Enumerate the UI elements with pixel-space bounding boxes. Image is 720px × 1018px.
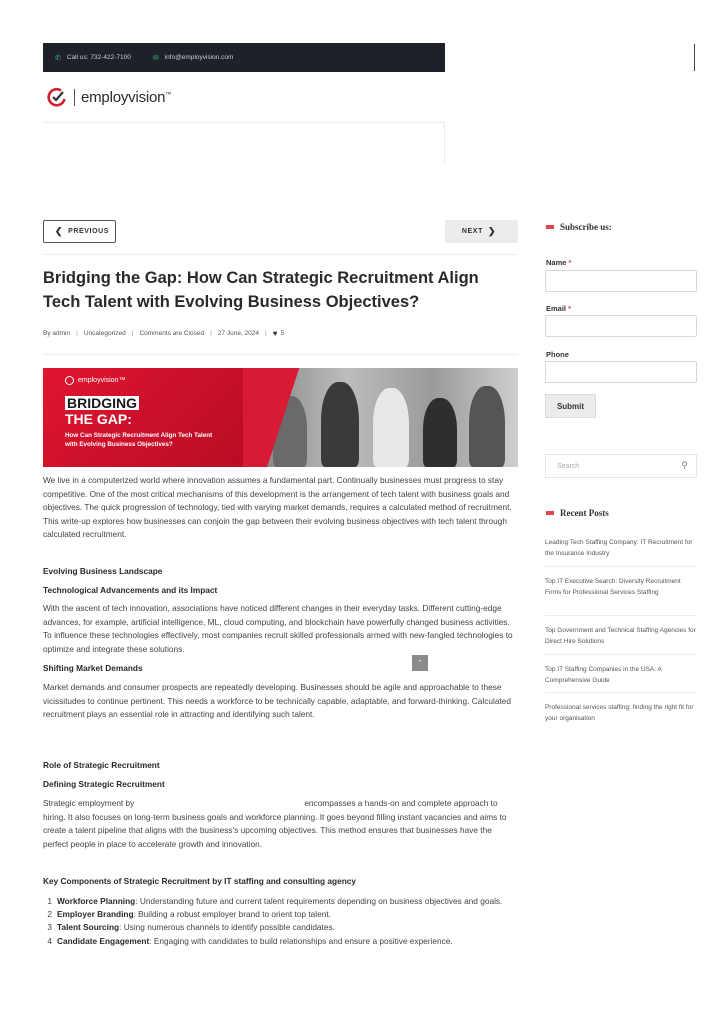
- recent-post-link[interactable]: Leading Tech Staffing Company: IT Recruitment for the Insurance Industry: [545, 539, 693, 557]
- define-text-c: approach to hiring. It also focuses on long-term business goals and workforce planning. It goes beyond filling instant vacancies and aims to create a talent pipeline that aligns with the business's upcoming objectives. This method ensures that businesses have the perfect people in place to accelerate growth and innovation.: [43, 798, 507, 849]
- recent-post-link[interactable]: Top IT Staffing Companies in the USA: A Comprehensive Guide: [545, 666, 662, 684]
- email-text: info@employvision.com: [164, 54, 234, 61]
- email-field[interactable]: [545, 315, 697, 337]
- list-item: 1 Workforce Planning: Understanding future and current talent requirements depending on business objectives and goals.: [47, 896, 503, 906]
- heart-icon[interactable]: ♥: [272, 329, 278, 338]
- post-title: Bridging the Gap: How Can Strategic Recruitment Align Tech Talent with Evolving Business Objectives?: [43, 269, 479, 311]
- divider: [545, 692, 697, 693]
- define-text-b: encompasses a hands-on and complete: [304, 798, 452, 808]
- featured-image: [43, 368, 518, 467]
- list-item: 4 Candidate Engagement: Engaging with candidates to build relationships and ensure a positive experience.: [47, 935, 453, 946]
- meta-likes: 5: [280, 330, 285, 337]
- heading-accent-bar: [546, 225, 554, 229]
- search-input[interactable]: [545, 454, 697, 478]
- post-meta: [43, 329, 284, 338]
- define-text-a: Strategic employment by: [43, 798, 135, 808]
- subsection-heading: Defining Strategic Recruitment: [43, 779, 165, 789]
- section-heading: Role of Strategic Recruitment: [43, 760, 160, 770]
- scroll-to-top-button[interactable]: [412, 655, 428, 671]
- meta-separator: |: [265, 330, 267, 337]
- divider: [545, 615, 697, 616]
- submit-button[interactable]: Submit: [545, 394, 596, 418]
- site-logo[interactable]: [46, 86, 171, 108]
- header-rule: [43, 122, 445, 123]
- market-paragraph: Market demands and consumer prospects are repeatedly developing. Businesses should be agile and approachable to these vicissitudes to continue pertinent. This needs a workforce to be technically capable, adaptable, and forward-thinking. Calculated recruitment plays an essential role in attracting and identifying such talent.: [43, 682, 511, 719]
- subsection-heading: Technological Advancements and its Impact: [43, 585, 218, 595]
- meta-separator: |: [131, 330, 134, 337]
- subscribe-heading: Subscribe us:: [546, 222, 612, 232]
- divider: [43, 354, 518, 355]
- define-paragraph: [43, 797, 518, 851]
- previous-post-button[interactable]: [43, 220, 116, 243]
- header-rule-vertical: [444, 123, 445, 165]
- next-label: NEXT: [461, 228, 483, 235]
- search-placeholder: Search: [557, 462, 580, 470]
- phone-field[interactable]: [545, 361, 697, 383]
- logo-mark-icon: [46, 86, 68, 108]
- banner-logo: [65, 376, 125, 385]
- previous-label: PREVIOUS: [68, 228, 110, 235]
- phone-contact[interactable]: [55, 54, 131, 62]
- chevron-left-icon: ❮: [54, 226, 64, 236]
- name-field[interactable]: [545, 270, 697, 292]
- section-heading: Evolving Business Landscape: [43, 566, 163, 576]
- meta-comments: Comments are Closed: [139, 330, 205, 337]
- next-post-button[interactable]: [445, 220, 518, 243]
- recent-post-link[interactable]: Top IT Executive Search: Diversity Recruitment Firms for Professional Services Staffing: [545, 578, 681, 596]
- phone-icon: ✆: [55, 54, 61, 62]
- divider: [545, 654, 697, 655]
- logo-text: employvision™: [74, 89, 171, 106]
- banner-subtitle: How Can Strategic Recruitment Align Tech Talent with Evolving Business Objectives?: [65, 432, 213, 448]
- chevron-right-icon: ❯: [487, 226, 497, 236]
- name-label: Name *: [546, 258, 572, 267]
- tech-paragraph: With the ascent of tech innovation, associations have noticed different changes in their everyday tasks. Different cutting-edge advances, for example, artificial intelligence, ML, cloud computing, and blockchain have powerfully changed business activities. To influence these technologies effectively, most companies recruit skilled professionals armed with new-fangled technologies to optimize and integrate these solutions.: [43, 603, 513, 654]
- divider: [545, 566, 697, 567]
- meta-separator: |: [210, 330, 212, 337]
- phone-label: Phone: [546, 350, 569, 359]
- top-contact-bar: [43, 43, 445, 72]
- banner-headline-2: THE GAP:: [65, 411, 132, 427]
- search-icon[interactable]: ⚲: [681, 460, 688, 470]
- banner-logo-icon: [65, 376, 74, 385]
- banner-logo-text: employvision™: [78, 377, 126, 384]
- components-list: [43, 895, 523, 948]
- phone-text: Call us: 732-422-7100: [66, 54, 131, 61]
- email-contact[interactable]: [153, 54, 234, 62]
- intro-paragraph: We live in a computerized world where innovation assumes a fundamental part. Continually businesses must progress to stay competitive. One of the most critical mechanisms of this development is the arrangement of tech talent with business goals and objectives. The quick progression of technology, tied with varying market demands, requires a calculated method of recruitment. This write-up explores how businesses can conjoin the gap between their evolving business objectives with tech talent through calculated recruitment.: [43, 475, 512, 539]
- section-heading: Key Components of Strategic Recruitment by IT staffing and consulting agency: [43, 876, 357, 886]
- subsection-heading: Shifting Market Demands: [43, 663, 143, 673]
- meta-category[interactable]: Uncategorized: [83, 330, 126, 337]
- envelope-icon: ✉: [152, 54, 159, 62]
- header-divider: [694, 44, 695, 71]
- list-item: 3 Talent Sourcing: Using numerous channels to identify possible candidates.: [47, 922, 335, 933]
- chevron-up-icon: ⌃: [417, 660, 423, 667]
- email-label: Email *: [546, 304, 572, 313]
- meta-date: 27 June, 2024: [217, 330, 260, 337]
- meta-separator: |: [76, 330, 78, 337]
- recent-post-link[interactable]: Top Government and Technical Staffing Agencies for Direct Hire Solutions: [545, 627, 696, 645]
- divider: [43, 254, 518, 255]
- banner-headline-1: BRIDGING: [67, 395, 137, 411]
- recent-posts-heading: Recent Posts: [546, 508, 609, 518]
- recent-post-link[interactable]: Professional services staffing: finding the right fit for your organisation: [545, 704, 694, 722]
- meta-author[interactable]: By admin: [43, 330, 71, 337]
- heading-accent-bar: [546, 511, 554, 515]
- list-item: 2 Employer Branding: Building a robust employer brand to orient top talent.: [47, 909, 331, 920]
